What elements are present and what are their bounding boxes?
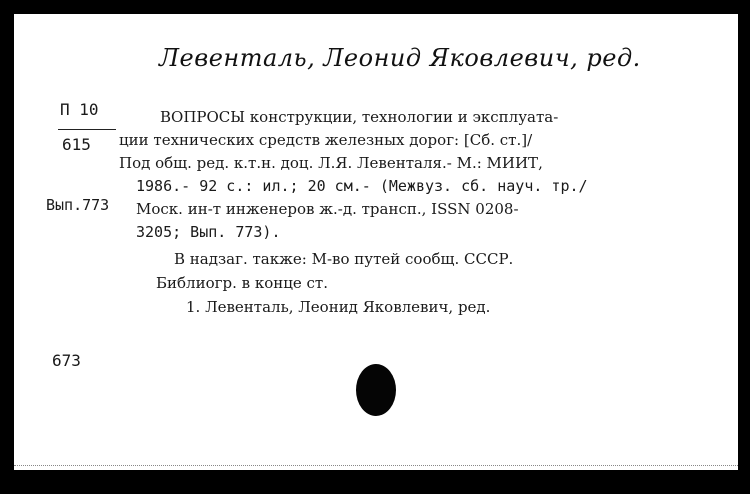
description-line: ции технических средств железных дорог: [Сб. ст.]/ (119, 131, 533, 149)
call-number-top: П 10 (60, 100, 99, 119)
note-line: В надзаг. также: М-во путей сообщ. СССР. (174, 250, 514, 268)
description-line: 3205; Вып. 773). (136, 223, 281, 241)
call-number-bottom: 615 (62, 135, 91, 154)
description-line: Под общ. ред. к.т.н. доц. Л.Я. Левенталя.- М.: МИИТ, (119, 154, 543, 172)
description-line: 1986.- 92 с.: ил.; 20 см.- (Межвуз. сб. науч. тр./ (136, 177, 588, 195)
card-heading-handwritten: Левенталь, Леонид Яковлевич, ред. (159, 44, 641, 72)
series-shelf-mark: Вып.773 (46, 196, 110, 214)
inventory-number: 673 (52, 351, 81, 370)
description-line: Моск. ин-т инженеров ж.-д. трансп., ISSN 0208- (136, 200, 519, 218)
tracing-line: 1. Левенталь, Леонид Яковлевич, ред. (186, 298, 491, 316)
note-line: Библиогр. в конце ст. (156, 274, 328, 292)
description-line: ВОПРОСЫ конструкции, технологии и эксплуата- (160, 108, 559, 126)
call-number-divider (58, 129, 116, 130)
card-bottom-edge (14, 465, 738, 466)
catalog-card (14, 14, 738, 470)
punch-hole (356, 364, 396, 416)
